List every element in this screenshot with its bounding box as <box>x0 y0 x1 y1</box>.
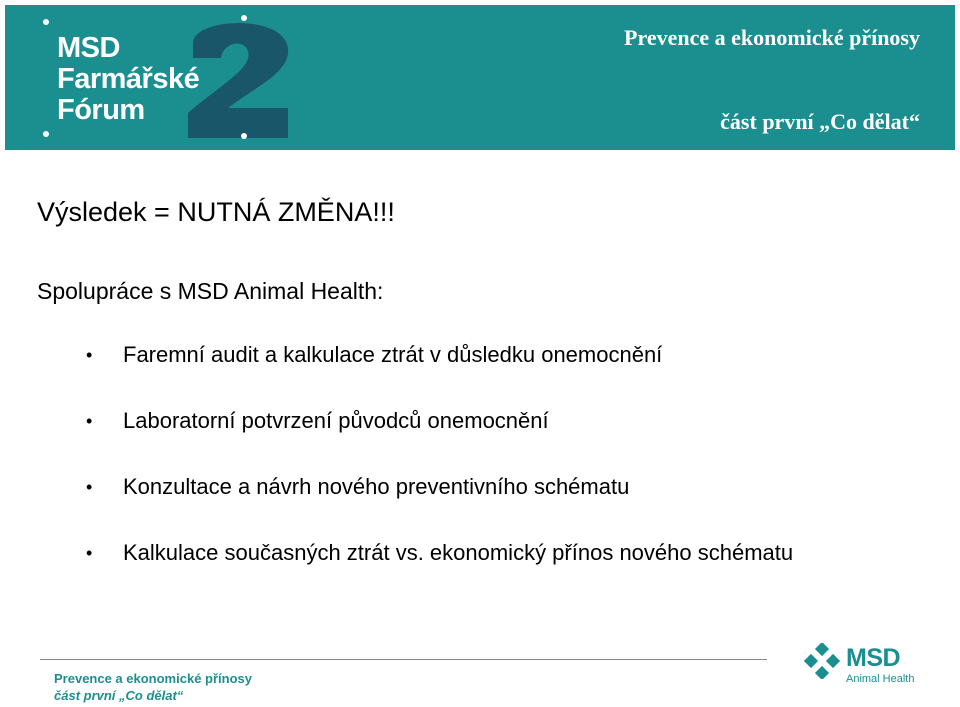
forum-number-graphic <box>183 13 298 143</box>
bullet-icon: • <box>86 543 93 563</box>
list-item: • Kalkulace současných ztrát vs. ekonomický přínos nového schématu <box>86 538 793 604</box>
logo-dot <box>241 15 247 21</box>
list-item: • Laboratorní potvrzení původců onemocnění <box>86 406 793 472</box>
msd-brand: MSD <box>846 644 901 672</box>
forum-logo-text: MSD Farmářské Fórum <box>57 32 200 126</box>
msd-brand-sub: Animal Health <box>846 673 915 685</box>
slide-subheading: Spolupráce s MSD Animal Health: <box>37 278 384 304</box>
list-item: • Konzultace a návrh nového preventivního schématu <box>86 472 793 538</box>
bullet-icon: • <box>86 411 93 431</box>
banner-title: Prevence a ekonomické přínosy <box>624 25 920 50</box>
banner-subtitle: část první „Co dělat“ <box>720 109 920 134</box>
footer-divider <box>40 659 767 660</box>
header-banner <box>5 5 955 150</box>
list-item: • Faremní audit a kalkulace ztrát v důsledku onemocnění <box>86 340 793 406</box>
msd-logo-icon <box>804 643 840 679</box>
footer-title: Prevence a ekonomické přínosy <box>54 671 252 686</box>
logo-dot <box>43 131 49 137</box>
bullet-list <box>86 340 793 604</box>
slide-heading: Výsledek = NUTNÁ ZMĚNA!!! <box>37 197 395 227</box>
footer-subtitle: část první „Co dělat“ <box>54 688 184 703</box>
logo-dot <box>241 133 247 139</box>
bullet-icon: • <box>86 477 93 497</box>
logo-dot <box>43 19 49 25</box>
bullet-icon: • <box>86 345 93 365</box>
